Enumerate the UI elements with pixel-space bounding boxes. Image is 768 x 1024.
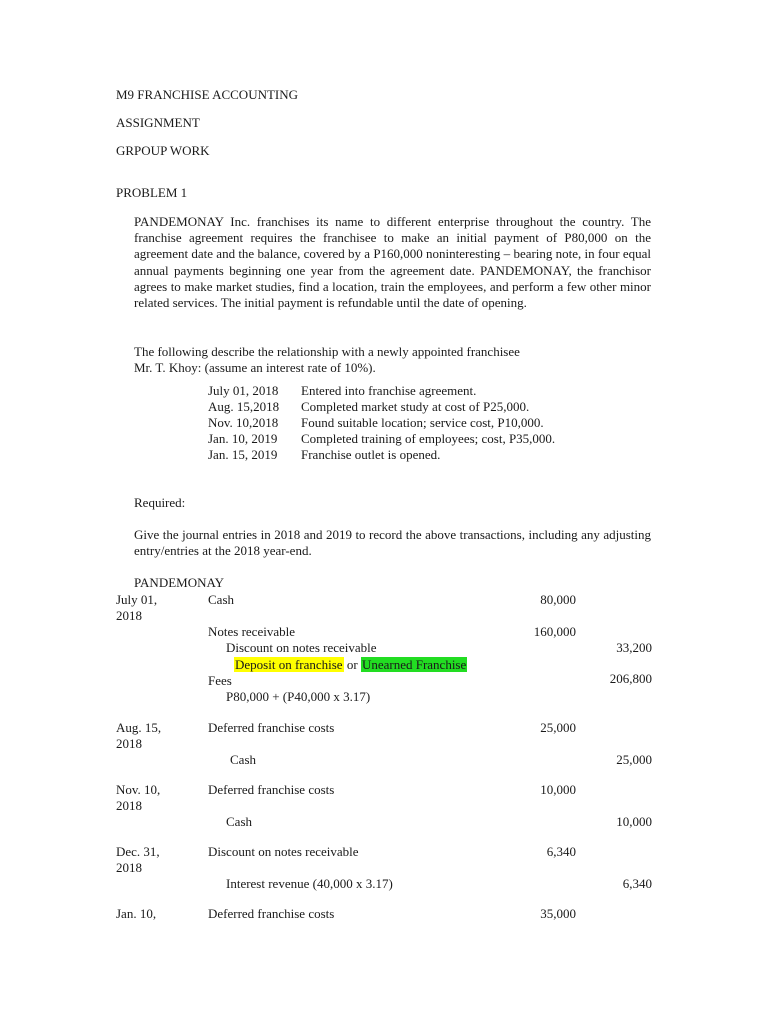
debit-account: Deferred franchise costs xyxy=(208,906,335,921)
entry-date-year: 2018 xyxy=(116,860,142,875)
intro-line-1: The following describe the relationship with a newly appointed franchisee xyxy=(134,344,520,359)
assignment-label: ASSIGNMENT xyxy=(116,115,200,130)
debit-amount: 25,000 xyxy=(540,720,576,735)
debit-account: Discount on notes receivable xyxy=(208,844,359,859)
credit-amount: 33,200 xyxy=(616,640,652,655)
calculation-note: P80,000 + (P40,000 x 3.17) xyxy=(226,689,371,704)
event-date: Nov. 10,2018 xyxy=(208,415,279,430)
event-desc: Found suitable location; service cost, P10,000. xyxy=(301,415,544,430)
debit-account: Deferred franchise costs xyxy=(208,782,335,797)
credit-amount: 25,000 xyxy=(616,752,652,767)
debit-account: Cash xyxy=(208,592,234,607)
required-label: Required: xyxy=(134,495,186,510)
credit-amount: 206,800 xyxy=(609,671,652,686)
entry-date: Jan. 10, xyxy=(116,906,157,921)
or-text: or xyxy=(346,657,358,672)
debit-account: Notes receivable xyxy=(208,624,295,639)
event-desc: Completed training of employees; cost, P35,000. xyxy=(301,431,556,446)
entry-date-year: 2018 xyxy=(116,736,142,751)
unearned-franchise-highlight: Unearned Franchise xyxy=(361,657,467,672)
entry-date-year: 2018 xyxy=(116,608,142,623)
entry-date: July 01, xyxy=(116,592,158,607)
credit-account-alternatives xyxy=(234,657,467,673)
group-work-label: GRPOUP WORK xyxy=(116,143,210,158)
course-title: M9 FRANCHISE ACCOUNTING xyxy=(116,87,299,102)
event-desc: Completed market study at cost of P25,000. xyxy=(301,399,530,414)
debit-amount: 160,000 xyxy=(533,624,576,639)
entry-date: Dec. 31, xyxy=(116,844,160,859)
entry-date: Nov. 10, xyxy=(116,782,161,797)
debit-amount: 80,000 xyxy=(540,592,576,607)
credit-account: Cash xyxy=(226,814,252,829)
debit-account: Deferred franchise costs xyxy=(208,720,335,735)
credit-account: Discount on notes receivable xyxy=(226,640,377,655)
event-date: Aug. 15,2018 xyxy=(208,399,280,414)
deposit-on-franchise-highlight: Deposit on franchise xyxy=(235,657,343,672)
event-date: Jan. 10, 2019 xyxy=(208,431,278,446)
debit-amount: 10,000 xyxy=(540,782,576,797)
credit-account: Interest revenue (40,000 x 3.17) xyxy=(226,876,393,891)
credit-amount: 6,340 xyxy=(622,876,652,891)
problem-paragraph: PANDEMONAY Inc. franchises its name to different enterprise throughout the country. The franchise agreement requires the franchisee to make an initial payment of P80,000 on the agreement date and the balance, covered by a P160,000 noninteresting – bearing note, in four equal annual payments beginning one year from the agreement date. PANDEMONAY, the franchisor agrees to make market studies, find a location, train the employees, and perform a few other minor related services. The initial payment is refundable until the date of opening. xyxy=(134,214,651,311)
required-text: Give the journal entries in 2018 and 2019 to record the above transactions, including any adjusting entry/entries at the 2018 year-end. xyxy=(134,527,651,559)
intro-line-2: Mr. T. Khoy: (assume an interest rate of 10%). xyxy=(134,360,376,375)
event-desc: Franchise outlet is opened. xyxy=(301,447,441,462)
debit-amount: 6,340 xyxy=(546,844,576,859)
event-date: July 01, 2018 xyxy=(208,383,279,398)
debit-amount: 35,000 xyxy=(540,906,576,921)
credit-amount: 10,000 xyxy=(616,814,652,829)
credit-account-cont: Fees xyxy=(208,673,232,688)
event-date: Jan. 15, 2019 xyxy=(208,447,278,462)
entry-date: Aug. 15, xyxy=(116,720,162,735)
journal-company: PANDEMONAY xyxy=(134,575,225,590)
event-desc: Entered into franchise agreement. xyxy=(301,383,477,398)
credit-account: Cash xyxy=(230,752,256,767)
entry-date-year: 2018 xyxy=(116,798,142,813)
problem-heading: PROBLEM 1 xyxy=(116,185,188,200)
